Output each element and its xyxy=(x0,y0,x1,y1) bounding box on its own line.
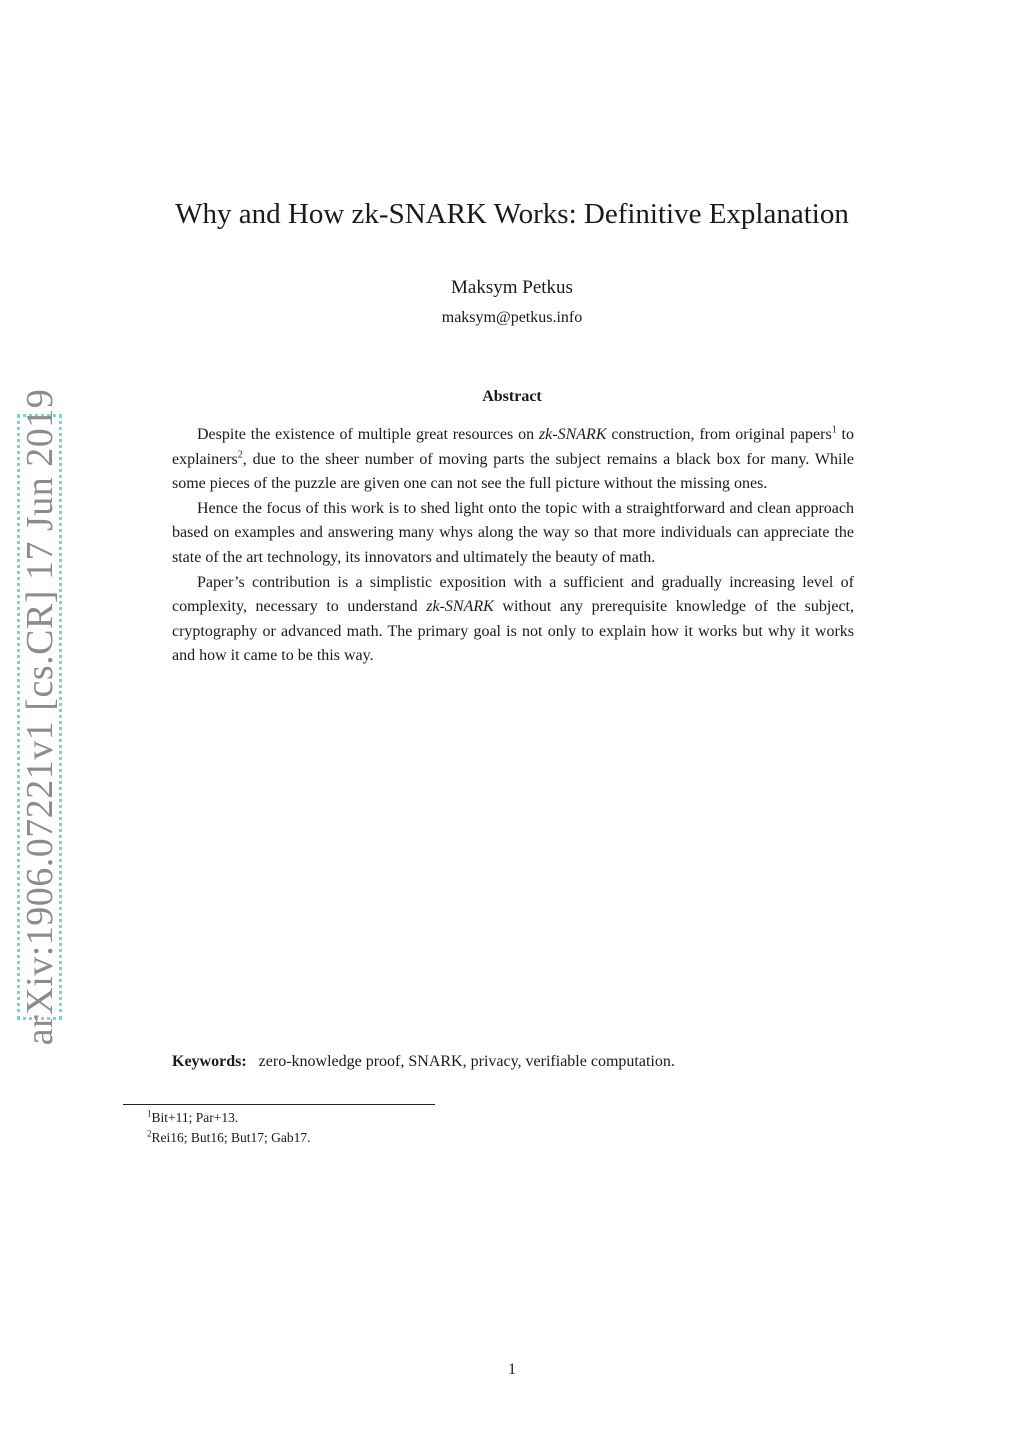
footnote-ref-1[interactable]: 1 xyxy=(831,424,837,436)
emphasis-zk-snark: zk-SNARK xyxy=(426,598,494,616)
footnote-1 xyxy=(147,1108,311,1128)
text-run: construction, from original papers xyxy=(606,426,832,443)
abstract-paragraph-1 xyxy=(172,423,854,497)
keywords xyxy=(172,1053,675,1071)
footnote-ref-2[interactable]: 2 xyxy=(237,449,243,461)
footnote-text: Bit+11; Par+13. xyxy=(151,1110,239,1125)
text-run: to explainers xyxy=(172,426,855,468)
arxiv-identifier: arXiv:1906.07221v1 [cs.CR] 17 Jun 2019 xyxy=(18,388,61,1046)
keywords-text: zero-knowledge proof, SNARK, privacy, verifiable computation. xyxy=(258,1053,675,1070)
abstract-heading: Abstract xyxy=(482,388,542,405)
footnote-text: Rei16; But16; But17; Gab17. xyxy=(151,1130,311,1145)
text-run: Paper’s contribution is a simplistic exposition with a sufficient and gradually increasing level of complexity, necessary to understand xyxy=(172,573,854,616)
footnote-divider xyxy=(123,1104,435,1105)
footnote-mark: 1 xyxy=(147,1108,152,1119)
author-email: maksym@petkus.info xyxy=(441,309,583,326)
emphasis-zk-snark: zk-SNARK xyxy=(538,426,607,443)
abstract-paragraph-3 xyxy=(172,571,854,669)
footnote-mark: 2 xyxy=(147,1128,152,1139)
keywords-label: Keywords: xyxy=(172,1053,247,1070)
abstract-paragraph-2: Hence the focus of this work is to shed light onto the topic with a straightforward and clean approach based on examples and answering many whys along the way so that more individuals can appreciate the state of the art technology, its innovators and ultimately the beauty of math. xyxy=(172,499,854,566)
text-run: without any prerequisite knowledge of the subject, cryptography or advanced math. The primary goal is not only to explain how it works but why it works and how it came to be this way. xyxy=(172,598,855,665)
arxiv-stamp xyxy=(17,388,62,1046)
paper-title: Why and How zk-SNARK Works: Definitive Explanation xyxy=(175,198,849,230)
page-number: 1 xyxy=(508,1361,516,1378)
text-run: , due to the sheer number of moving parts the subject remains a black box for many. While some pieces of the puzzle are given one can not see the full picture without the missing ones. xyxy=(172,450,854,493)
author-name: Maksym Petkus xyxy=(451,277,573,298)
footnote-2 xyxy=(147,1128,311,1148)
text-run: Despite the existence of multiple great resources on xyxy=(197,426,539,443)
footnotes xyxy=(147,1108,311,1148)
abstract-body xyxy=(172,423,854,669)
